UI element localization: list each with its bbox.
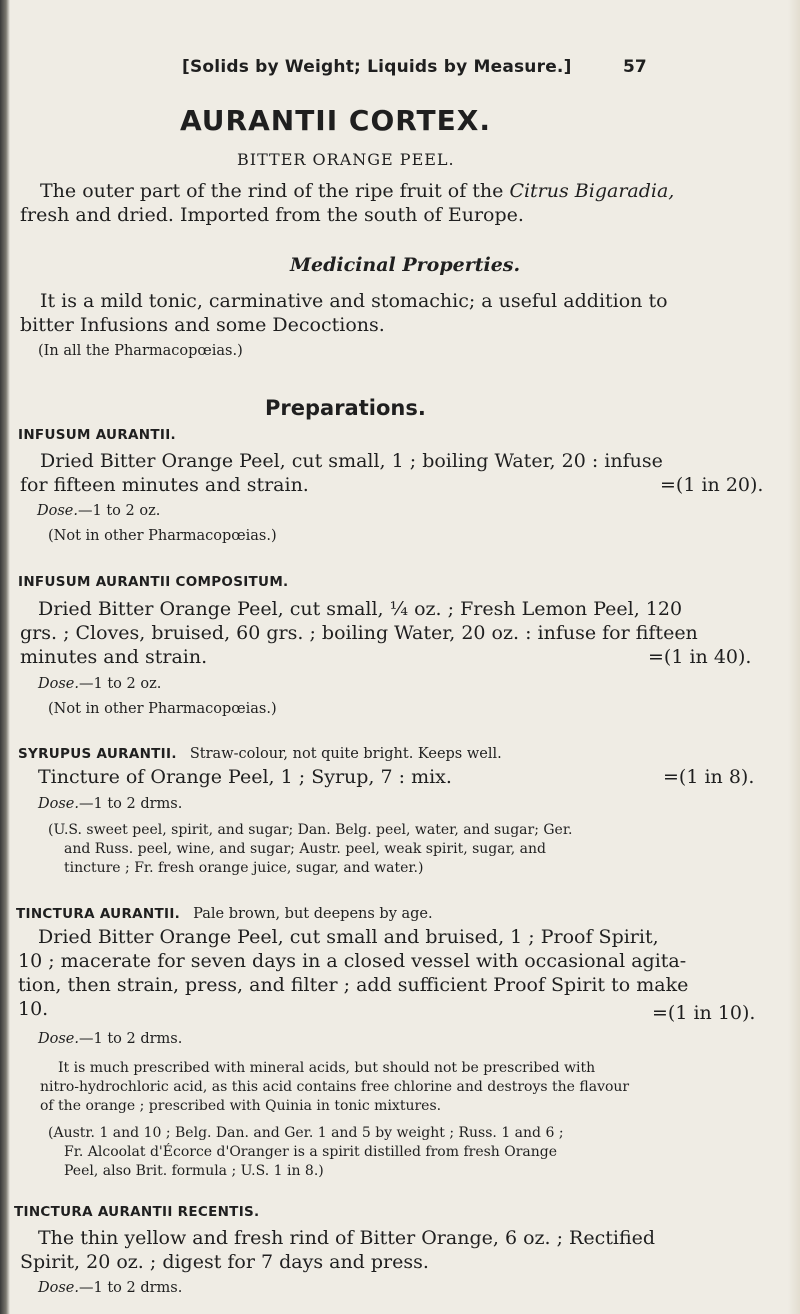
- infusum-dose: [37, 503, 160, 519]
- tinctura-dose: [38, 1031, 182, 1047]
- syrupus-dose: [38, 796, 182, 812]
- botanical-name: Citrus Bigaradia,: [509, 180, 675, 202]
- compositum-dose: [38, 676, 161, 692]
- tinctura-ratio: =(1 in 10).: [652, 1002, 756, 1024]
- tinctura-line-2: 10 ; macerate for seven days in a closed vessel with occasional agita-: [18, 950, 687, 972]
- dose-label: Dose.: [38, 796, 79, 812]
- tinctura-remark-3: of the orange ; prescribed with Quinia in tonic mixtures.: [40, 1098, 442, 1114]
- intro-line-2: fresh and dried. Imported from the south of Europe.: [20, 204, 524, 226]
- syrupus-header-line: [18, 743, 502, 762]
- dose-label: Dose.: [38, 1280, 79, 1296]
- syrupus-note-3: tincture ; Fr. fresh orange juice, sugar, and water.): [64, 860, 424, 876]
- tinctura-note-2: Fr. Alcoolat d'Écorce d'Oranger is a spirit distilled from fresh Orange: [64, 1144, 558, 1160]
- preparations-heading: Preparations.: [265, 396, 426, 420]
- prep-name-infusum: INFUSUM AURANTII.: [18, 427, 176, 443]
- tinctura-line-4: 10.: [18, 998, 49, 1020]
- tinctura-line-1: Dried Bitter Orange Peel, cut small and bruised, 1 ; Proof Spirit,: [38, 926, 659, 948]
- tinctura-description: Pale brown, but deepens by age.: [193, 906, 433, 922]
- syrupus-note-1: (U.S. sweet peel, spirit, and sugar; Dan. Belg. peel, water, and sugar; Ger.: [48, 822, 573, 838]
- prep-name-tinctura-recentis: TINCTURA AURANTII RECENTIS.: [14, 1204, 260, 1220]
- recentis-line-1: The thin yellow and fresh rind of Bitter Orange, 6 oz. ; Rectified: [38, 1227, 656, 1249]
- tinctura-line-3: tion, then strain, press, and filter ; add sufficient Proof Spirit to make: [18, 974, 689, 996]
- page-edge: [788, 0, 800, 1314]
- page-number: 57: [623, 57, 647, 77]
- dose-value: —1 to 2 drms.: [79, 1280, 183, 1296]
- running-header: [Solids by Weight; Liquids by Measure.]: [182, 57, 572, 77]
- recentis-line-2: Spirit, 20 oz. ; digest for 7 days and press.: [20, 1251, 429, 1273]
- infusum-line-1: Dried Bitter Orange Peel, cut small, 1 ; boiling Water, 20 : infuse: [40, 450, 663, 472]
- dose-value: —1 to 2 drms.: [79, 796, 183, 812]
- dose-label: Dose.: [38, 1031, 79, 1047]
- compositum-line-3: minutes and strain.: [20, 646, 208, 668]
- book-gutter-shadow: [0, 0, 10, 1314]
- syrupus-note-2: and Russ. peel, wine, and sugar; Austr. peel, weak spirit, sugar, and: [64, 841, 546, 857]
- tinctura-note-3: Peel, also Brit. formula ; U.S. 1 in 8.): [64, 1163, 324, 1179]
- medicinal-note: (In all the Pharmacopœias.): [38, 343, 243, 359]
- page-title: AURANTII CORTEX.: [180, 104, 491, 137]
- dose-label: Dose.: [37, 503, 78, 519]
- prep-name-tinctura: TINCTURA AURANTII.: [16, 906, 181, 922]
- tinctura-remark-1: It is much prescribed with mineral acids, but should not be prescribed with: [58, 1060, 596, 1076]
- dose-label: Dose.: [38, 676, 79, 692]
- syrupus-description: Straw-colour, not quite bright. Keeps well.: [189, 746, 502, 762]
- intro-text: The outer part of the rind of the ripe fruit of the: [40, 180, 510, 202]
- compositum-line-1: Dried Bitter Orange Peel, cut small, ¼ oz. ; Fresh Lemon Peel, 120: [38, 598, 683, 620]
- medicinal-heading: Medicinal Properties.: [290, 254, 521, 276]
- medicinal-line-2: bitter Infusions and some Decoctions.: [20, 314, 385, 336]
- tinctura-note-1: (Austr. 1 and 10 ; Belg. Dan. and Ger. 1 and 5 by weight ; Russ. 1 and 6 ;: [48, 1125, 564, 1141]
- prep-name-syrupus: SYRUPUS AURANTII.: [18, 746, 177, 762]
- infusum-line-2: for fifteen minutes and strain.: [20, 474, 309, 496]
- infusum-note: (Not in other Pharmacopœias.): [48, 528, 277, 544]
- page-subtitle: BITTER ORANGE PEEL.: [237, 150, 455, 169]
- dose-value: —1 to 2 drms.: [79, 1031, 183, 1047]
- recentis-dose: [38, 1280, 182, 1296]
- prep-name-infusum-compositum: INFUSUM AURANTII COMPOSITUM.: [18, 574, 289, 590]
- syrupus-ratio: =(1 in 8).: [663, 766, 755, 788]
- dose-value: —1 to 2 oz.: [78, 503, 161, 519]
- compositum-line-2: grs. ; Cloves, bruised, 60 grs. ; boiling Water, 20 oz. : infuse for fifteen: [20, 622, 698, 644]
- dose-value: —1 to 2 oz.: [79, 676, 162, 692]
- infusum-ratio: =(1 in 20).: [660, 474, 764, 496]
- compositum-ratio: =(1 in 40).: [648, 646, 752, 668]
- intro-line-1: [40, 180, 674, 202]
- syrupus-line-1: Tincture of Orange Peel, 1 ; Syrup, 7 : mix.: [38, 766, 452, 788]
- tinctura-remark-2: nitro-hydrochloric acid, as this acid contains free chlorine and destroys the flavour: [40, 1079, 630, 1095]
- tinctura-header-line: [16, 903, 433, 922]
- compositum-note: (Not in other Pharmacopœias.): [48, 701, 277, 717]
- medicinal-line-1: It is a mild tonic, carminative and stomachic; a useful addition to: [40, 290, 668, 312]
